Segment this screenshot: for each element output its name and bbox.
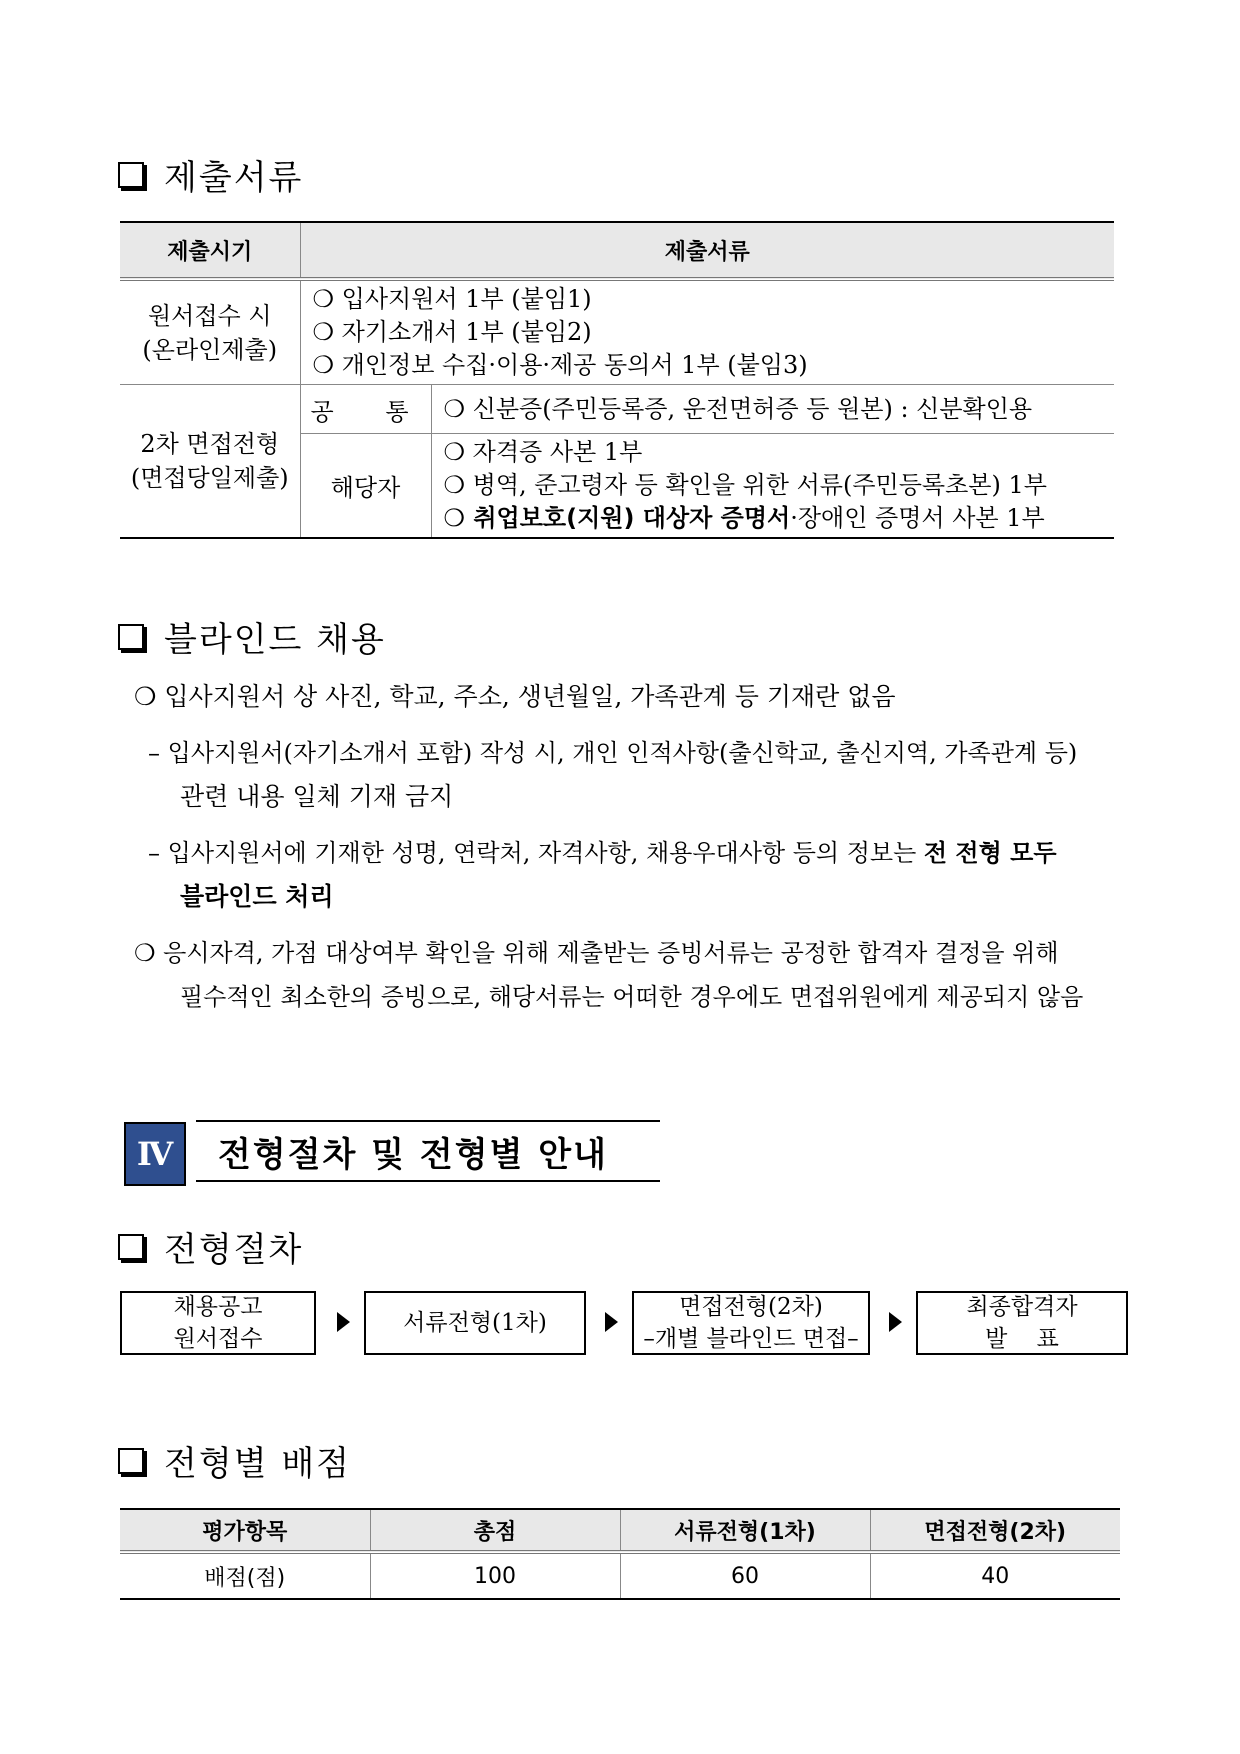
blind-paragraph-3-line-2: 블라인드 처리 (180, 882, 334, 911)
table-row (120, 1552, 1120, 1599)
flow-step-2: 서류전형(1차) (364, 1291, 586, 1355)
timing-line: (면접당일제출) (130, 464, 289, 492)
checkbox-square-icon (118, 1234, 144, 1260)
table-row (120, 385, 1114, 434)
document-item: ❍ 취업보호(지원) 대상자 증명서·장애인 증명서 사본 1부 (443, 504, 1045, 532)
documents-cell (300, 279, 1114, 385)
table-cell: 40 (870, 1552, 1120, 1599)
common-label: 공 통 (300, 385, 431, 434)
blind-paragraph-2-line-1: – 입사지원서(자기소개서 포함) 작성 시, 개인 인적사항(출신학교, 출신지역, 가족관계 등) (148, 739, 1078, 767)
document-item: ❍ 자격증 사본 1부 (443, 438, 643, 466)
table-header-row (120, 1509, 1120, 1552)
blind-paragraph-2-line-2: 관련 내용 일체 기재 금지 (180, 782, 454, 811)
timing-cell (120, 385, 300, 539)
section-title-submission: 제출서류 (118, 150, 303, 199)
chapter-number-badge: Ⅳ (124, 1122, 186, 1186)
checkbox-square-icon (118, 624, 144, 650)
table-header-timing: 제출시기 (120, 222, 300, 279)
document-item: ❍ 입사지원서 1부 (붙임1) (312, 285, 592, 313)
flow-step-3: 면접전형(2차) –개별 블라인드 면접– (632, 1291, 870, 1355)
section-title-blind-hiring: 블라인드 채용 (118, 612, 386, 661)
blind-paragraph-1: ❍ 입사지원서 상 사진, 학교, 주소, 생년월일, 가족관계 등 기재란 없음 (134, 682, 896, 711)
arrow-right-icon (605, 1312, 618, 1332)
scoring-table (120, 1508, 1120, 1600)
document-item: ❍ 개인정보 수집·이용·제공 동의서 1부 (붙임3) (312, 351, 808, 379)
blind-paragraph-3-line-1: – 입사지원서에 기재한 성명, 연락처, 자격사항, 채용우대사항 등의 정보는 전 전형 모두 (148, 839, 1057, 867)
chapter-title: 전형절차 및 전형별 안내 (196, 1120, 660, 1182)
timing-line: 원서접수 시 (147, 301, 272, 330)
flow-step-1: 채용공고 원서접수 (120, 1291, 316, 1355)
document-item: ❍ 병역, 준고령자 등 확인을 위한 서류(주민등록초본) 1부 (443, 471, 1047, 499)
submission-documents-table (120, 221, 1114, 539)
table-row (120, 279, 1114, 385)
timing-line: (온라인제출) (142, 335, 278, 364)
table-header-cell: 서류전형(1차) (620, 1509, 870, 1552)
section-title-scoring: 전형별 배점 (118, 1436, 351, 1485)
arrow-right-icon (337, 1312, 350, 1332)
applicable-label: 해당자 (300, 434, 431, 539)
section-title-procedure: 전형절차 (118, 1222, 303, 1271)
table-header-cell: 평가항목 (120, 1509, 370, 1552)
table-cell: 60 (620, 1552, 870, 1599)
table-cell: 100 (370, 1552, 620, 1599)
blind-paragraph-4-line-1: ❍ 응시자격, 가점 대상여부 확인을 위해 제출받는 증빙서류는 공정한 합격자 결정을 위해 (134, 939, 1059, 967)
table-header-cell: 면접전형(2차) (870, 1509, 1120, 1552)
document-item: ❍ 자기소개서 1부 (붙임2) (312, 318, 592, 346)
timing-cell (120, 279, 300, 385)
arrow-right-icon (889, 1312, 902, 1332)
blind-paragraph-4-line-2: 필수적인 최소한의 증빙으로, 해당서류는 어떠한 경우에도 면접위원에게 제공되지 않음 (180, 983, 1084, 1011)
checkbox-square-icon (118, 1448, 144, 1474)
flow-step-4: 최종합격자 발 표 (916, 1291, 1128, 1355)
checkbox-square-icon (118, 162, 144, 188)
timing-line: 2차 면접전형 (140, 430, 280, 458)
table-header-cell: 총점 (370, 1509, 620, 1552)
applicable-documents-cell (431, 434, 1114, 539)
table-header-row (120, 222, 1114, 279)
table-header-documents: 제출서류 (300, 222, 1114, 279)
common-document-item: ❍ 신분증(주민등록증, 운전면허증 등 원본) : 신분확인용 (431, 385, 1114, 434)
table-cell: 배점(점) (120, 1552, 370, 1599)
